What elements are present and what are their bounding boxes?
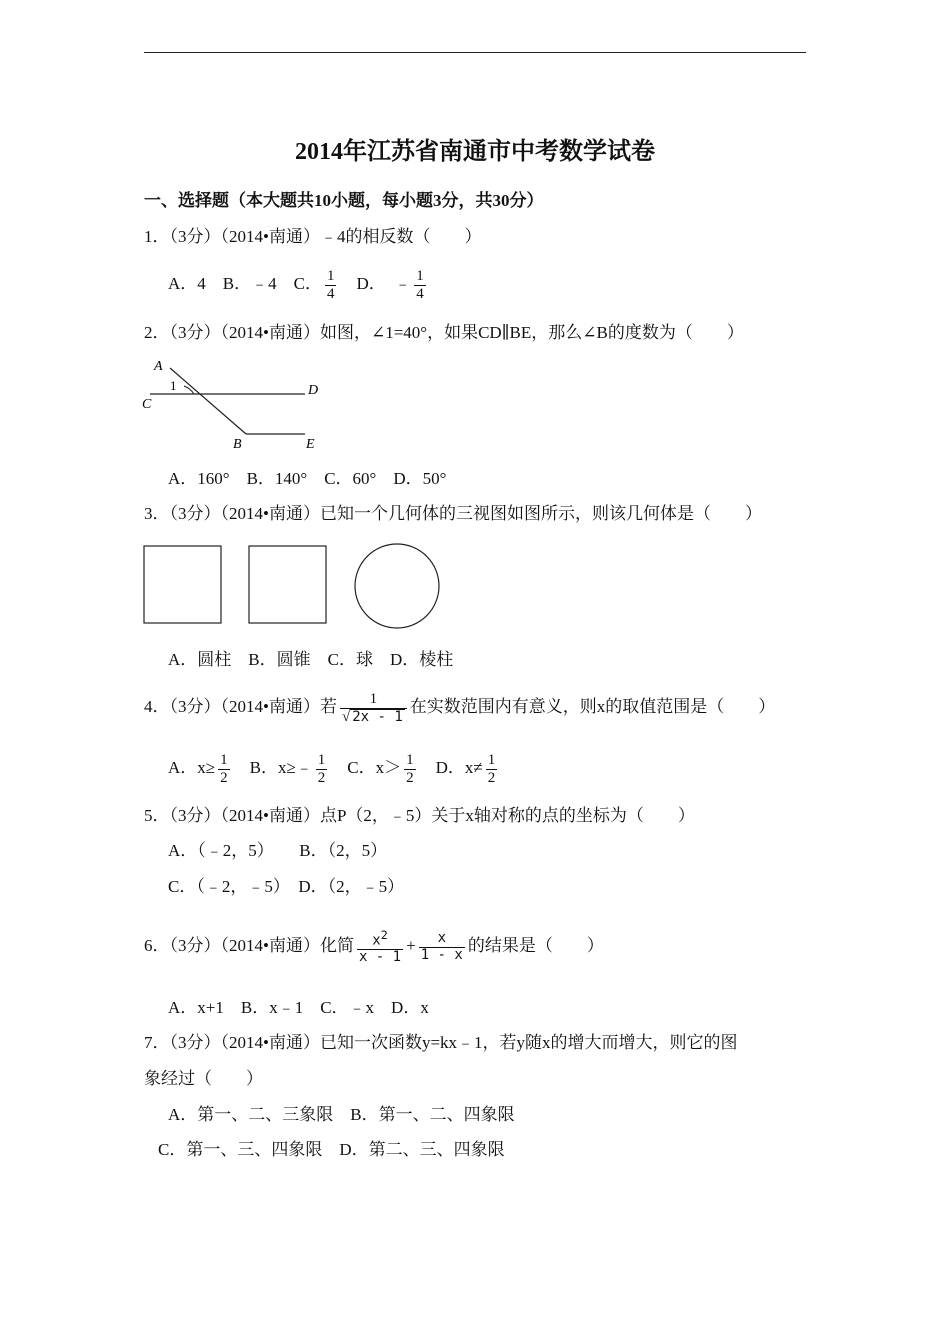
page-title: 2014年江苏省南通市中考数学试卷 xyxy=(295,139,655,165)
minus-sign: ﹣ xyxy=(394,274,412,293)
option-d: D．x≠ xyxy=(435,758,483,777)
label-a: A xyxy=(154,359,163,374)
label-d: D xyxy=(308,383,319,398)
label-angle-1: 1 xyxy=(170,378,177,393)
stem-text: 的结果是（ ） xyxy=(467,936,604,955)
line-ab xyxy=(170,368,246,434)
stem-text: 6．（3分）（2014•南通）化简 xyxy=(144,936,354,955)
question-7-options-row2: C．第一、三、四象限 D．第二、三、四象限 xyxy=(158,1140,505,1159)
fraction: $\frac{x^2}{x - 1}$ xyxy=(358,927,402,965)
top-view-circle xyxy=(355,544,439,628)
fraction: $\frac{1}{2}$ xyxy=(487,752,496,786)
question-7-stem-line1: 7．（3分）（2014•南通）已知一次函数y=kx﹣1，若y随x的增大而增大，则它的图 xyxy=(144,1033,738,1052)
question-3-stem: 3．（3分）（2014•南通）已知一个几何体的三视图如图所示，则该几何体是（ ） xyxy=(144,504,762,523)
option-a: A．x≥ xyxy=(168,758,216,777)
fraction: $\frac{1}{√ 2x - 1}$ xyxy=(340,691,407,725)
option-d: D． xyxy=(356,274,386,293)
question-6-options: A．x+1 B．x﹣1 C．﹣x D．x xyxy=(168,998,429,1017)
question-5-stem: 5．（3分）（2014•南通）点P（2，﹣5）关于x轴对称的点的坐标为（ ） xyxy=(144,806,695,825)
fraction: $\frac{1}{2}$ xyxy=(406,752,414,786)
three-views-figure xyxy=(140,540,450,630)
section-heading: 一、选择题（本大题共10小题，每小题3分，共30分） xyxy=(144,191,544,210)
fraction: $\frac{x}{1 - x}$ xyxy=(420,930,463,963)
label-e: E xyxy=(306,437,315,452)
fraction: $\frac{1}{4}$ xyxy=(326,268,335,302)
question-6-stem xyxy=(144,922,604,970)
question-1-stem: 1．（3分）（2014•南通）﹣4的相反数（ ） xyxy=(144,227,482,246)
stem-text: 4．（3分）（2014•南通）若 xyxy=(144,697,337,716)
option-c: C．x＞ xyxy=(347,758,402,777)
question-5-options-row2: C．（﹣2，﹣5） D．（2，﹣5） xyxy=(168,877,405,896)
side-view-square xyxy=(249,546,326,623)
angle-figure xyxy=(140,354,330,454)
front-view-square xyxy=(144,546,221,623)
question-1-options xyxy=(168,264,429,304)
stem-text: 在实数范围内有意义，则x的取值范围是（ ） xyxy=(409,697,776,716)
question-2-stem: 2．（3分）（2014•南通）如图，∠1=40°，如果CD∥BE，那么∠B的度数为（ ） xyxy=(144,323,744,342)
plus-sign: + xyxy=(406,936,416,955)
question-4-options xyxy=(168,746,500,790)
question-7-options-row1: A．第一、二、三象限 B．第一、二、四象限 xyxy=(168,1105,515,1124)
radicand: 2x - 1 xyxy=(352,708,403,725)
fraction: $\frac{1}{4}$ xyxy=(416,268,424,302)
exponent: 2 xyxy=(380,927,388,942)
question-5-options-row1: A．（﹣2，5） B．（2，5） xyxy=(168,841,388,860)
label-c: C xyxy=(142,397,152,412)
question-7-stem-line2: 象经过（ ） xyxy=(144,1069,263,1088)
option-c: C． xyxy=(293,274,322,293)
question-2-options: A．160° B．140° C．60° D．50° xyxy=(168,469,447,488)
header-rule xyxy=(144,52,806,53)
question-4-stem xyxy=(144,685,775,729)
label-b: B xyxy=(233,437,242,452)
fraction: $\frac{1}{2}$ xyxy=(317,752,326,786)
option-a: A．4 xyxy=(168,274,206,293)
option-b: B．﹣4 xyxy=(222,274,277,293)
question-3-options: A．圆柱 B．圆锥 C．球 D．棱柱 xyxy=(168,650,454,669)
fraction: $\frac{1}{2}$ xyxy=(220,752,228,786)
option-b: B．x≥﹣ xyxy=(249,758,313,777)
